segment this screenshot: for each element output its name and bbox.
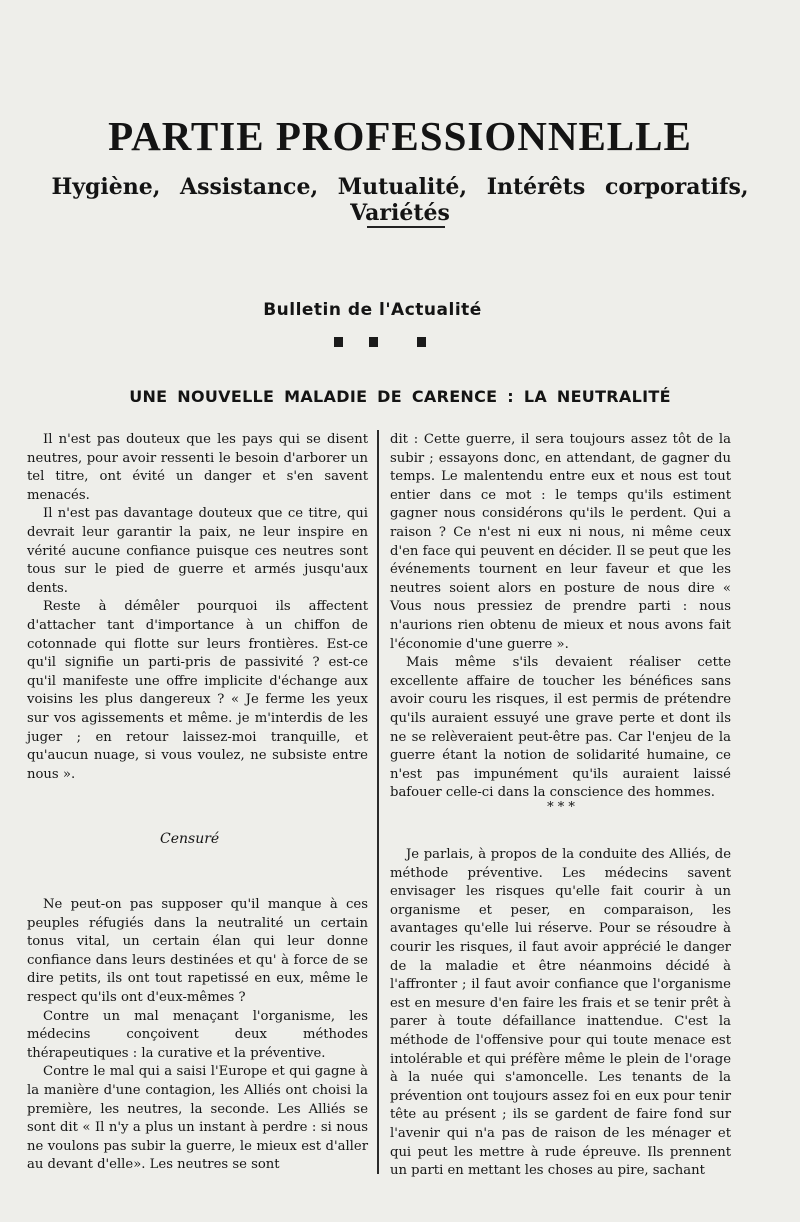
column-divider <box>377 430 379 1174</box>
paragraph: Il n'est pas davantage douteux que ce titre, qui devrait leur garantir la paix, ne leur inspire en vérité aucune confiance puisque ces neutres sont tous sur le pied de guerre et armés jusqu'aux dents. <box>27 506 368 596</box>
paragraph: Contre un mal menaçant l'organisme, les médecins conçoivent deux méthodes thérapeutiques : la curative et la préventive. <box>27 1008 368 1061</box>
censored-label: Censuré <box>160 831 220 847</box>
section-heading: Bulletin de l'Actualité <box>263 300 482 320</box>
page-title: PARTIE PROFESSIONNELLE <box>108 113 692 159</box>
paragraph: Il n'est pas douteux que les pays qui se disent neutres, pour avoir ressenti le besoin d'arborer un tel titre, ont évité un danger et s'en savent menacés. <box>27 432 368 503</box>
paragraph: Je parlais, à propos de la conduite des Alliés, de méthode préventive. Les médecins savent envisager les risques qu'elle fait courir à un organisme et peser, en comparaison, les avantages qu'elle lui réserve. Pour se résoudre à courir les risques, il faut avoir apprécié le danger de la maladie et être néanmoins décidé à l'affronter ; il faut avoir confiance que l'organisme est en mesure d'en faire les frais et se tenir prêt à parer à toute défaillance inattendue. C'est la méthode de l'offensive pour qui toute menace est intolérable et qui préfère même le plein de l'orage à la nuée qui s'amoncelle. Les tenants de la prévention ont toujours assez foi en eux pour tenir tête au présent ; ils se gardent de faire fond sur l'avenir qui n'a pas de raison de les ménager et qui peut les mettre à rude épreuve. Ils prennent un parti en mettant les choses au pire, sachant <box>390 847 731 1179</box>
ornament-square-icon <box>369 337 378 347</box>
paragraph: Reste à démêler pourquoi ils affectent d'attacher tant d'importance à un chiffon de cotonnade qui flotte sur leurs frontières. Est-ce qu'il signifie un parti-pris de passivité ? est-ce qu'il manifeste une offre implicite d'échange aux voisins les plus dangereux ? « Je ferme les yeux sur vos agissements et même. je m'interdis de les juger ; en retour laissez-moi tranquille, et qu'aucun nuage, si vous voulez, ne subsiste entre nous ». <box>27 599 368 782</box>
asterism-separator: * * * <box>547 800 575 815</box>
article-headline: UNE NOUVELLE MALADIE DE CARENCE : LA NEUTRALITÉ <box>129 387 671 406</box>
paragraph: dit : Cette guerre, il sera toujours assez tôt de la subir ; essayons donc, en attendant, de gagner du temps. Le malentendu entre eux et nous est tout entier dans ce mot : le temps qu'ils estiment gagner nous considérons qu'ils le perdent. Qui a raison ? Ce n'est ni eux ni nous, ni même ceux d'en face qui peuvent en décider. Il se peut que les événements tournent en leur faveur et que les neutres soient alors en posture de nous dire « Vous nous pressiez de prendre parti : nous n'aurions rien obtenu de mieux et nous avons fait l'économie d'une guerre ». <box>390 432 731 652</box>
ornament-squares <box>334 337 434 351</box>
right-column <box>390 431 731 803</box>
paragraph: Mais même s'ils devaient réaliser cette excellente affaire de toucher les bénéfices sans avoir couru les risques, il est permis de prétendre qu'ils auraient essuyé une grave perte et dont ils ne se relèveraient peut-être pas. Car l'enjeu de la guerre étant la notion de solidarité humaine, ce n'est pas impunément qu'ils auraient laissé bafouer celle-ci dans la conscience des hommes. <box>390 655 731 801</box>
ornament-square-icon <box>334 337 343 347</box>
paragraph: Ne peut-on pas supposer qu'il manque à ces peuples réfugiés dans la neutralité un certain tonus vital, un certain élan qui leur donne confiance dans leurs destinées et qu' à force de se dire petits, ils ont tout rapetissé en eux, même le respect qu'ils ont d'eux-mêmes ? <box>27 897 368 1005</box>
right-column-continued <box>390 846 731 1181</box>
ornament-square-icon <box>417 337 426 347</box>
title-rule <box>367 226 445 228</box>
page-subtitle: Hygiène, Assistance, Mutualité, Intérêts corporatifs, Variétés <box>51 174 749 226</box>
left-column-continued <box>27 896 368 1175</box>
left-column <box>27 431 368 784</box>
paragraph: Contre le mal qui a saisi l'Europe et qui gagne à la manière d'une contagion, les Alliés ont choisi la première, les neutres, la seconde. Les Alliés se sont dit « Il n'y a plus un instant à perdre : si nous ne voulons pas subir la guerre, le mieux est d'aller au devant d'elle». Les neutres se sont <box>27 1064 368 1173</box>
